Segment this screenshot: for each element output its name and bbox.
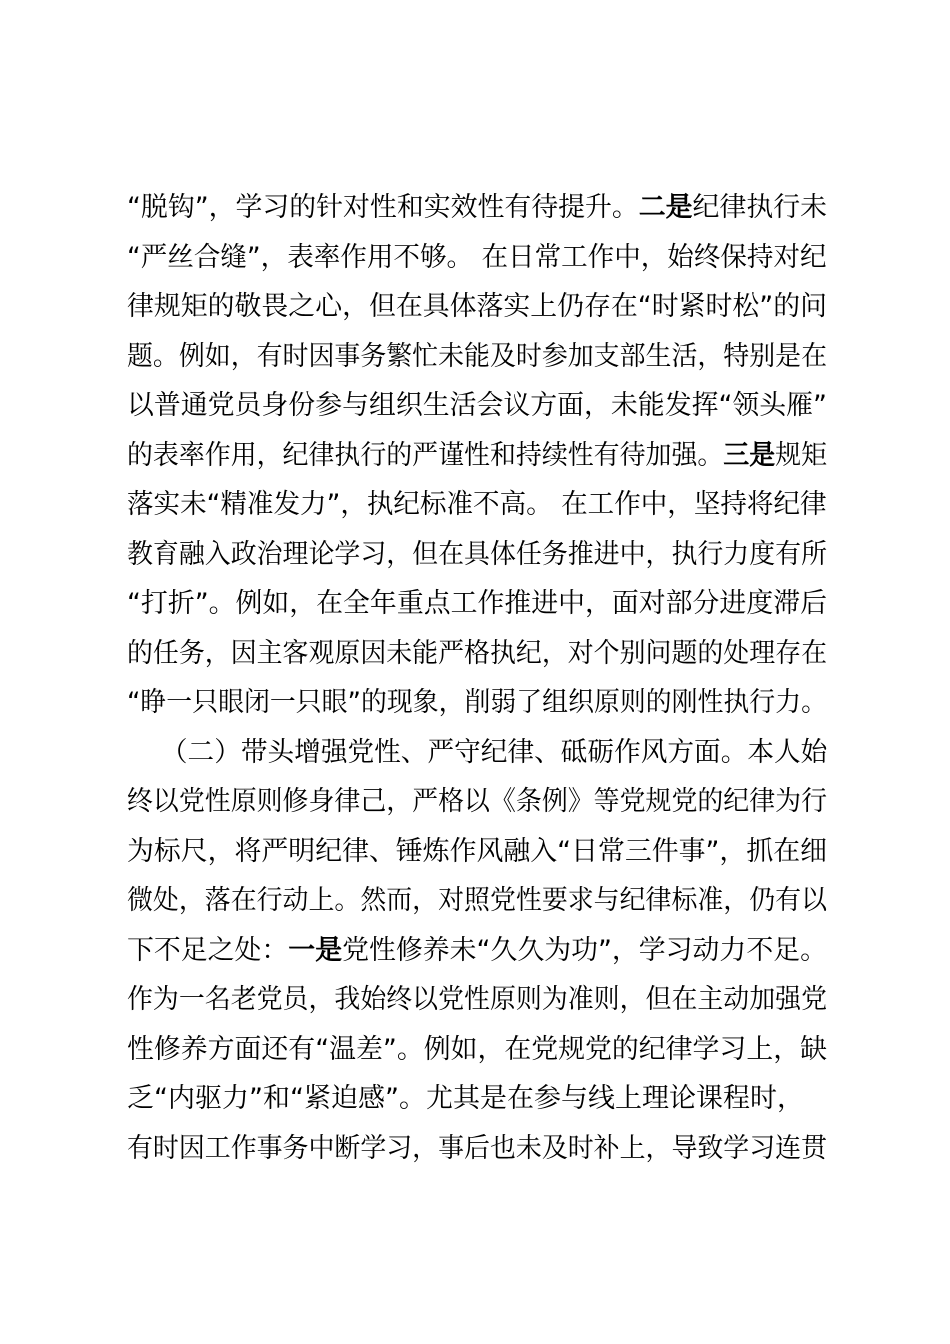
emphasis-text: 三是 [723, 440, 776, 471]
text-line-3 [127, 289, 827, 325]
text-segment: “脱钩”，学习的针对性和实效性有待提升。 [127, 192, 639, 223]
text-segment: 为标尺，将严明纪律、锤炼作风融入“日常三件事”，抓在细 [127, 836, 827, 867]
text-line-6 [127, 438, 827, 474]
text-segment: 规矩 [775, 440, 827, 471]
text-segment: 作为一名老党员，我始终以党性原则为准则，但在主动加强党 [127, 984, 827, 1015]
text-line-12 [127, 735, 828, 771]
text-segment: 性修养方面还有“温差”。例如，在党规党的纪律学习上，缺 [127, 1034, 827, 1065]
text-line-20 [127, 1131, 827, 1167]
text-segment: 题。例如，有时因事务繁忙未能及时参加支部生活，特别是在 [127, 341, 827, 372]
text-segment: “打折”。例如，在全年重点工作推进中，面对部分进度滞后 [127, 588, 827, 619]
text-line-1 [127, 190, 827, 226]
text-segment: 以普通党员身份参与组织生活会议方面，未能发挥“领头雁” [127, 390, 827, 421]
emphasis-text: 二是 [638, 192, 693, 223]
text-segment: （二）带头增强党性、严守纪律、砥砺作风方面。本人始 [127, 737, 828, 768]
text-line-16 [127, 933, 827, 969]
text-segment: 的任务，因主客观原因未能严格执纪，对个别问题的处理存在 [127, 638, 827, 669]
text-line-11 [127, 685, 827, 721]
text-line-10 [127, 636, 827, 672]
text-line-17 [127, 982, 827, 1018]
text-line-8 [127, 537, 827, 573]
text-segment: 落实未“精准发力”，执纪标准不高。 在工作中，坚持将纪律 [127, 489, 827, 520]
text-segment: 律规矩的敬畏之心，但在具体落实上仍存在“时紧时松”的问 [127, 291, 827, 322]
text-segment: 纪律执行未 [692, 192, 827, 223]
text-segment: 微处，落在行动上。然而，对照党性要求与纪律标准，仍有以 [127, 885, 827, 916]
emphasis-text: 一是 [288, 935, 343, 966]
text-line-18 [127, 1032, 827, 1068]
text-line-7 [127, 487, 827, 523]
text-line-14 [127, 834, 827, 870]
text-line-4 [127, 339, 827, 375]
text-segment: 教育融入政治理论学习，但在具体任务推进中，执行力度有所 [127, 539, 827, 570]
text-line-2 [127, 240, 827, 276]
text-segment: 终以党性原则修身律己，严格以《条例》等党规党的纪律为行 [127, 786, 827, 817]
text-segment: 乏“内驱力”和“紧迫感”。尤其是在参与线上理论课程时， [127, 1083, 804, 1114]
text-segment: 有时因工作事务中断学习，事后也未及时补上，导致学习连贯 [127, 1133, 827, 1164]
text-line-13 [127, 784, 827, 820]
text-segment: 党性修养未“久久为功”，学习动力不足。 [342, 935, 827, 966]
text-line-15 [127, 883, 827, 919]
text-segment: 下不足之处： [127, 935, 289, 966]
text-segment: “严丝合缝”，表率作用不够。 在日常工作中，始终保持对纪 [127, 242, 827, 273]
text-line-5 [127, 388, 827, 424]
text-segment: “睁一只眼闭一只眼”的现象，削弱了组织原则的刚性执行力。 [127, 687, 827, 718]
text-line-9 [127, 586, 827, 622]
text-segment: 的表率作用，纪律执行的严谨性和持续性有待加强。 [127, 440, 724, 471]
text-line-19 [127, 1081, 827, 1117]
